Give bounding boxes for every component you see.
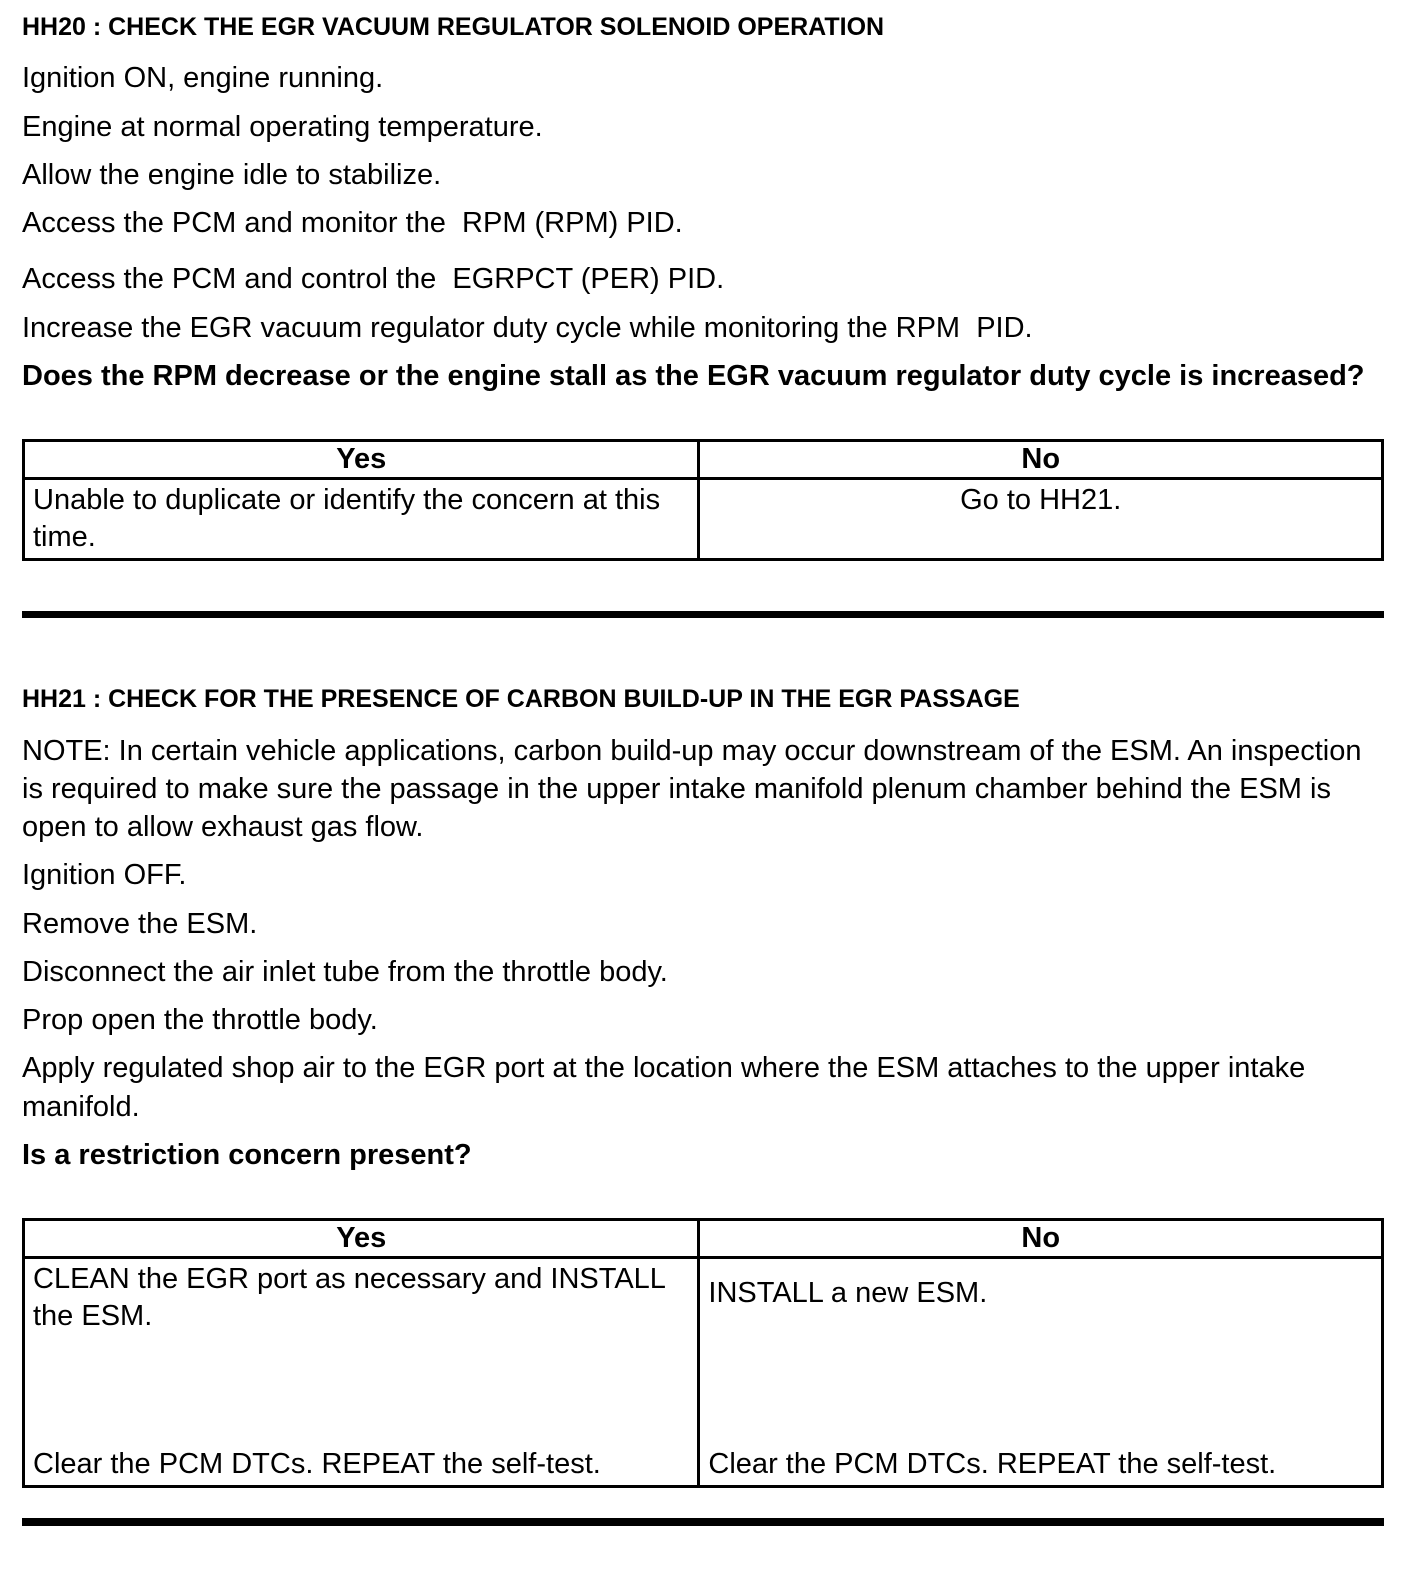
step-line: Ignition ON, engine running.: [22, 62, 384, 95]
step-line: Ignition OFF.: [22, 859, 187, 892]
no-cell-content: [708, 1261, 1373, 1483]
yes-cell-content: [33, 1261, 689, 1483]
section-hh21: [22, 684, 1384, 1488]
table-header-row: [24, 1220, 1383, 1258]
table-header-yes: Yes: [24, 1220, 699, 1258]
section-hh20-question: Does the RPM decrease or the engine stall as the EGR vacuum regulator duty cycle is increased?: [22, 359, 1365, 392]
no-result-cell: [699, 1258, 1383, 1487]
table-header-row: [24, 441, 1383, 479]
table-result-row: [24, 1258, 1383, 1487]
yes-followup-text: Clear the PCM DTCs. REPEAT the self-test.: [33, 1448, 601, 1481]
no-action-text: INSTALL a new ESM.: [708, 1277, 988, 1310]
no-result-cell: Go to HH21.: [699, 479, 1383, 560]
section-hh21-heading: HH21 : CHECK FOR THE PRESENCE OF CARBON BUILD-UP IN THE EGR PASSAGE: [22, 685, 1020, 714]
table-header-no: No: [699, 1220, 1383, 1258]
step-line: Prop open the throttle body.: [22, 1004, 378, 1037]
hh21-results-table: [22, 1218, 1384, 1488]
step-line: Remove the ESM.: [22, 907, 258, 940]
step-line: Engine at normal operating temperature.: [22, 110, 543, 143]
step-line: Access the PCM and monitor the RPM (RPM) PID.: [22, 207, 683, 240]
yes-action-text: CLEAN the EGR port as necessary and INSTALL the ESM.: [33, 1263, 665, 1333]
bottom-rule: [22, 1518, 1384, 1526]
section-hh20-heading: HH20 : CHECK THE EGR VACUUM REGULATOR SOLENOID OPERATION: [22, 13, 885, 41]
table-header-no: No: [699, 441, 1383, 479]
section-hh21-question: Is a restriction concern present?: [22, 1138, 472, 1171]
note-paragraph: NOTE: In certain vehicle applications, carbon build-up may occur downstream of the ESM. An inspection is required to make sure the passage in the upper intake manifold plenum chamber behind the ESM is open to allow exhaust gas flow.: [22, 734, 1370, 844]
section-spacer: [22, 618, 1384, 684]
no-followup-text: Clear the PCM DTCs. REPEAT the self-test.: [708, 1448, 1277, 1481]
step-line: Allow the engine idle to stabilize.: [22, 158, 442, 191]
step-line: Access the PCM and control the EGRPCT (PER) PID.: [22, 263, 725, 296]
step-line: Apply regulated shop air to the EGR port at the location where the ESM attaches to the upper intake manifold.: [22, 1052, 1314, 1123]
table-header-yes: Yes: [24, 441, 699, 479]
yes-result-cell: Unable to duplicate or identify the concern at this time.: [24, 479, 699, 560]
section-divider-rule: [22, 611, 1384, 618]
step-line: Increase the EGR vacuum regulator duty cycle while monitoring the RPM PID.: [22, 311, 1033, 344]
yes-result-cell: [24, 1258, 699, 1487]
section-hh20: [22, 12, 1384, 561]
hh20-results-table: [22, 439, 1384, 561]
step-line: Disconnect the air inlet tube from the throttle body.: [22, 955, 668, 988]
table-result-row: [24, 479, 1383, 560]
